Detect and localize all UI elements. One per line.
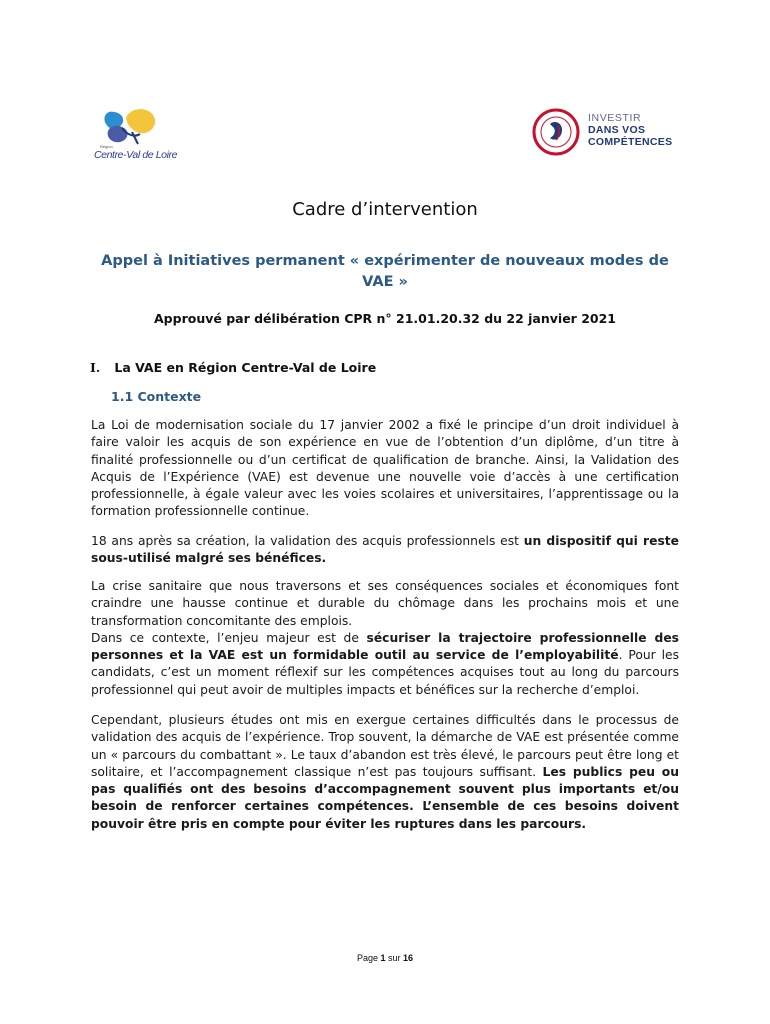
paragraph-3-emphasis: sécuriser la trajectoire professionnelle des personnes et la VAE est un formidable outil au service de l’employabilité [91, 630, 680, 663]
subsection-heading: 1.1 Contexte [111, 389, 202, 404]
paragraph-4-emphasis: Les publics peu ou pas qualifiés ont des besoins d’accompagnement souvent plus importants et/ou besoin de renforcer certaines compétences. L’ensemble de ces besoins doivent pouvoir être pris en compte pour éviter les ruptures dans les parcours. [91, 764, 679, 831]
paragraph-2 [91, 533, 679, 568]
brand-line-1: INVESTIR [588, 112, 642, 124]
section-number: I. [90, 360, 101, 375]
paragraph-3-end: . Pour les candidats, c’est un moment réflexif sur les compétences acquises tout au long du parcours professionnel qui peut avoir de multiples impacts et bénéfices sur la recherche d’emploi. [91, 648, 679, 697]
page-number: 1 [380, 953, 386, 963]
brand-line-3: COMPÉTENCES [588, 136, 673, 148]
paragraph-2-emphasis: un dispositif qui reste sous-utilisé malgré ses bénéfices. [91, 534, 679, 566]
document-subtitle: Appel à Initiatives permanent « expérimenter de nouveaux modes de VAE » [101, 253, 669, 290]
region-name: Centre-Val de Loire [94, 149, 178, 161]
investir-badge-icon [532, 108, 580, 156]
investir-brand-text [588, 112, 672, 148]
paragraph-1: La Loi de modernisation sociale du 17 janvier 2002 a fixé le principe d’un droit individuel à faire valoir les acquis de son expérience en vue de l’obtention d’un diplôme, d’un titre à finalité professionnelle ou d’un certificat de qualification de branche. Ainsi, la Validation des Acquis de l’Expérience (VAE) est devenue une nouvelle voie d’accès à une certification professionnelle, à égale valeur avec les voies scolaires et universitaires, l’apprentissage ou la formation professionnelle continue. [91, 418, 679, 519]
region-logo [92, 104, 182, 168]
page-label: Page [356, 953, 378, 963]
paragraph-4-text: Cependant, plusieurs études ont mis en exergue certaines difficultés dans le processus de validation des acquis de l’expérience. Trop souvent, la démarche de VAE est présentée comme un « parcours du combattant ». Le taux d’abandon est très élevé, le parcours peut être long et solitaire, et l’accompagnement classique n’est pas toujours suffisant. [91, 713, 679, 779]
region-label: Région [100, 144, 113, 149]
page-footer [0, 953, 770, 963]
investir-logo [532, 108, 672, 158]
paragraph-4 [91, 712, 679, 833]
section-heading [90, 360, 376, 375]
page-sep: sur [388, 953, 401, 963]
approval-line: Approuvé par délibération CPR n° 21.01.20.32 du 22 janvier 2021 [154, 311, 616, 326]
paragraph-3-context: Dans ce contexte, l’enjeu majeur est de [91, 630, 367, 645]
paragraph-2-text: 18 ans après sa création, la validation des acquis professionnels est [91, 534, 524, 548]
document-title: Cadre d’intervention [292, 199, 478, 220]
brand-line-2: DANS VOS [588, 124, 646, 136]
paragraph-3 [91, 578, 679, 699]
section-title: La VAE en Région Centre-Val de Loire [114, 360, 377, 375]
page-total: 16 [403, 953, 414, 963]
paragraph-3-text: La crise sanitaire que nous traversons et ses conséquences sociales et économiques font craindre une hausse continue et durable du chômage dans les prochains mois et une transformation concomitante des emplois. [91, 579, 679, 628]
